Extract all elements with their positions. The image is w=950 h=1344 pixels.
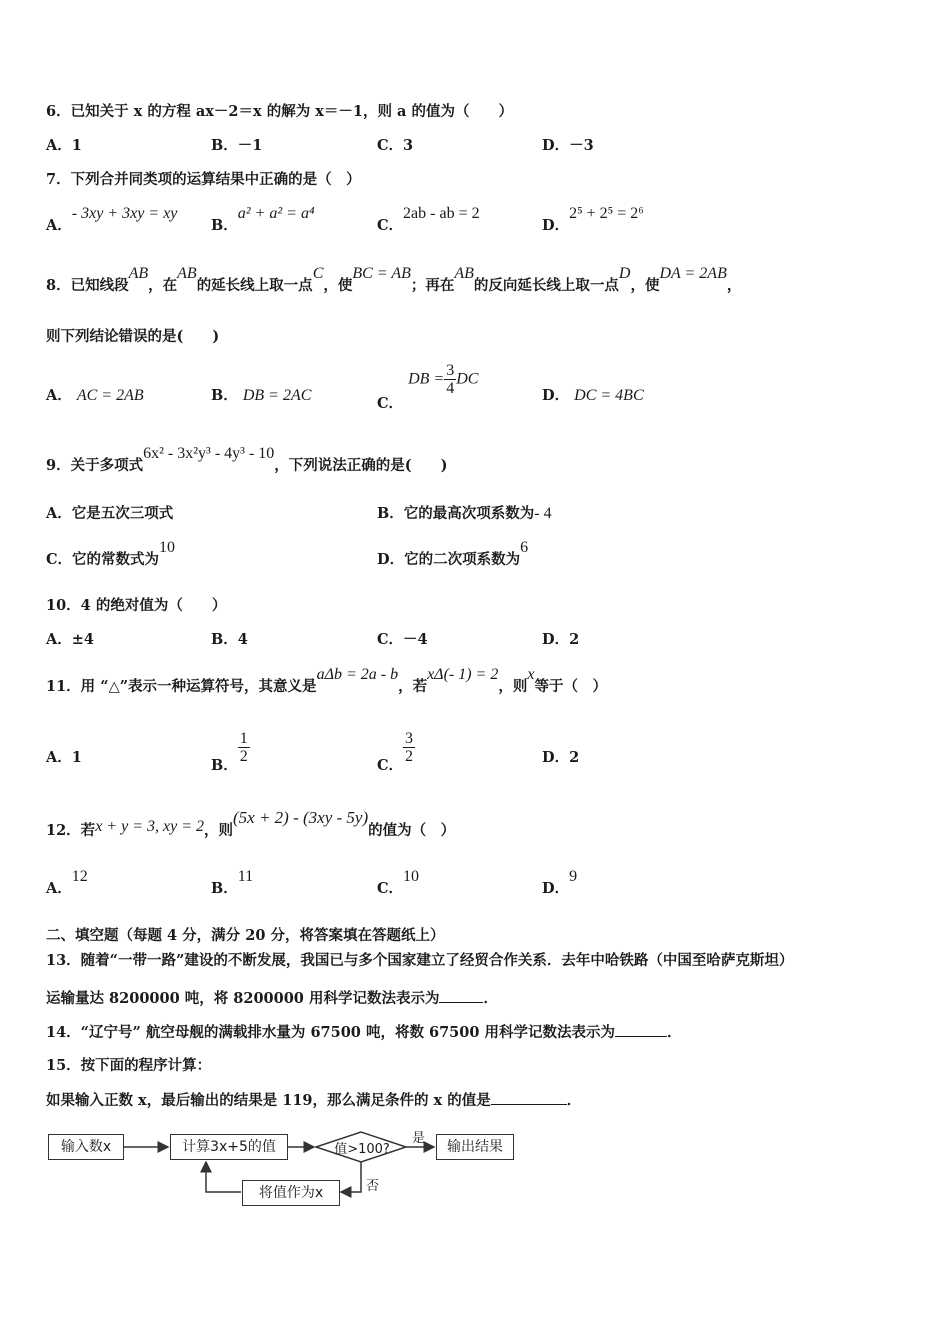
q11-stem xyxy=(46,666,607,697)
q7-b-expr: a² + a² = a⁴ xyxy=(237,205,315,222)
q8-d-label: D． xyxy=(542,387,570,404)
q11-math-2: xΔ(- 1) = 2 xyxy=(427,666,499,683)
q7-c-expr: 2ab - ab = 2 xyxy=(403,205,480,222)
q15-line xyxy=(46,1090,581,1111)
q11-math-1: aΔb = 2a - b xyxy=(316,666,399,683)
q7-a-label: A． xyxy=(46,217,72,234)
q8-c-den: 4 xyxy=(446,380,455,397)
q11-c-den: 2 xyxy=(405,748,414,765)
q11-b-num: 1 xyxy=(239,730,248,747)
q12-text-3: 的值为（ ） xyxy=(368,822,456,839)
q9-polynomial: 6x² - 3x²y³ - 4y³ - 10 xyxy=(143,445,275,462)
q11-text-3: ，则 xyxy=(498,678,528,695)
q11-option-a: A．1 xyxy=(46,749,82,766)
q7-a-expr: - 3xy + 3xy = xy xyxy=(71,205,178,222)
q8-b-label: B． xyxy=(211,387,238,404)
q14-end: ． xyxy=(667,1024,682,1041)
q12-b-label: B． xyxy=(211,880,238,897)
q15-text: 如果输入正数 x，最后输出的结果是 119，那么满足条件的 x 的值是 xyxy=(46,1092,491,1109)
q10-option-b: B．4 xyxy=(211,631,248,648)
q12-text-2: ，则 xyxy=(203,822,233,839)
flow-compute-box: 计算3x+5的值 xyxy=(170,1134,288,1160)
q6-stem: 6．已知关于 x 的方程 ax－2＝x 的解为 x＝－1，则 a 的值为（ ） xyxy=(46,103,513,120)
q14-line xyxy=(46,1022,682,1043)
q12-option-a xyxy=(46,868,88,899)
q6-option-c: C．3 xyxy=(377,137,414,154)
q8-c-left: DB = xyxy=(408,370,445,388)
q9-b-value: - 4 xyxy=(534,505,552,522)
q8-b-expr: DB = 2AC xyxy=(242,387,312,404)
q6-option-b: B．－1 xyxy=(211,137,263,154)
q8-a-label: A． xyxy=(46,387,72,404)
q11-math-3: x xyxy=(527,666,535,683)
q12-option-d xyxy=(542,868,578,899)
q13-answer-blank xyxy=(439,988,483,1003)
q6-option-d: D．－3 xyxy=(542,137,594,154)
q7-d-expr: 2⁵ + 2⁵ = 2⁶ xyxy=(569,205,644,222)
q11-c-num: 3 xyxy=(405,730,414,747)
q8-text-7: ，使 xyxy=(630,277,660,294)
q11-text-4: 等于（ ） xyxy=(534,678,607,695)
q9-option-b xyxy=(377,504,552,524)
q11-option-d: D．2 xyxy=(542,749,580,766)
q7-option-b xyxy=(211,205,315,236)
q12-c-label: C． xyxy=(377,880,404,897)
q10-option-a: A．±4 xyxy=(46,631,94,648)
flow-no-label: 否 xyxy=(366,1179,380,1194)
q11-text-2: ，若 xyxy=(398,678,428,695)
q8-stem-2: 则下列结论错误的是( ) xyxy=(46,328,220,345)
flow-input-box: 输入数x xyxy=(48,1134,124,1160)
q12-a-label: A． xyxy=(46,880,72,897)
q12-option-c xyxy=(377,868,420,899)
q13-text: 运输量达 8200000 吨，将 8200000 用科学记数法表示为 xyxy=(46,990,440,1007)
q12-c-value: 10 xyxy=(403,868,420,885)
q8-text-3: 的延长线上取一点 xyxy=(196,277,313,294)
q15-title: 15．按下面的程序计算： xyxy=(46,1057,212,1074)
q8-option-b xyxy=(211,386,311,406)
q12-b-value: 11 xyxy=(237,868,254,885)
q11-option-b xyxy=(211,730,250,774)
q8-math-4: BC = AB xyxy=(352,265,411,282)
q11-text-1: 11．用 “△”表示一种运算符号，其意义是 xyxy=(46,678,317,695)
q8-math-1: AB xyxy=(128,265,149,282)
flow-condition-text: 值>100? xyxy=(334,1142,390,1157)
q8-c-right: DC xyxy=(456,370,479,388)
q13-line-1: 13．随着“一带一路”建设的不断发展，我国已与多个国家建立了经贸合作关系．去年中哈铁路（中国至哈萨克斯坦） xyxy=(46,952,794,969)
q10-option-c: C．－4 xyxy=(377,631,428,648)
q9-stem xyxy=(46,445,448,476)
q7-b-label: B． xyxy=(211,217,238,234)
q8-text-5: ；再在 xyxy=(410,277,455,294)
q11-b-den: 2 xyxy=(239,748,248,765)
flow-yes-label: 是 xyxy=(412,1131,426,1146)
q6-option-a: A．1 xyxy=(46,137,82,154)
q8-math-2: AB xyxy=(177,265,197,282)
q8-option-a xyxy=(46,386,144,406)
q8-math-5: AB xyxy=(454,265,474,282)
q8-math-3: C xyxy=(312,265,324,282)
q8-d-expr: DC = 4BC xyxy=(574,387,644,404)
q14-answer-blank xyxy=(615,1022,667,1037)
q8-a-expr: AC = 2AB xyxy=(76,387,144,404)
q7-option-c xyxy=(377,205,480,236)
q15-answer-blank xyxy=(491,1090,567,1105)
q12-stem xyxy=(46,808,456,841)
q11-c-fraction xyxy=(403,730,415,765)
q8-c-fraction xyxy=(444,362,456,397)
q8-text-4: ，使 xyxy=(323,277,353,294)
q8-stem xyxy=(46,265,742,296)
q8-option-d xyxy=(542,386,644,406)
q11-c-label: C． xyxy=(377,756,404,774)
flow-assign-box: 将值作为x xyxy=(242,1180,340,1206)
q12-math-2: (5x + 2) - (3xy - 5y) xyxy=(232,808,369,827)
q9-d-value: 6 xyxy=(520,539,529,556)
q11-option-c xyxy=(377,730,415,774)
q13-end: ． xyxy=(483,990,498,1007)
q9-c-value: 10 xyxy=(159,539,176,556)
q14-text: 14．“辽宁号” 航空母舰的满载排水量为 67500 吨，将数 67500 用科学记数法表示为 xyxy=(46,1024,615,1041)
q10-option-d: D．2 xyxy=(542,631,580,648)
q8-c-num: 3 xyxy=(446,362,455,379)
q8-text-2: ，在 xyxy=(148,277,178,294)
q7-option-a xyxy=(46,205,178,236)
q8-text-6: 的反向延长线上取一点 xyxy=(473,277,619,294)
q8-math-6: D xyxy=(618,265,631,282)
q9-option-c xyxy=(46,539,176,570)
q11-b-label: B． xyxy=(211,756,238,774)
q7-stem: 7．下列合并同类项的运算结果中正确的是（ ） xyxy=(46,171,361,188)
q7-d-label: D． xyxy=(542,217,570,234)
q8-text-8: ， xyxy=(726,277,742,294)
q7-c-label: C． xyxy=(377,217,404,234)
arrow-condition-to-assign xyxy=(341,1162,361,1192)
q8-math-7: DA = 2AB xyxy=(659,265,727,282)
q10-stem: 10．4 的绝对值为（ ） xyxy=(46,597,227,614)
q15-end: ． xyxy=(566,1092,582,1109)
q12-a-value: 12 xyxy=(71,868,88,885)
q8-text-1: 8．已知线段 xyxy=(46,277,129,294)
q9-d-text: D．它的二次项系数为 xyxy=(377,551,521,568)
q12-d-value: 9 xyxy=(569,868,578,885)
arrow-assign-to-compute xyxy=(206,1162,241,1192)
q12-d-label: D． xyxy=(542,880,570,897)
q13-line-2 xyxy=(46,988,498,1009)
q8-c-label: C． xyxy=(377,394,404,412)
q9-text-2: ，下列说法正确的是( ) xyxy=(274,457,448,474)
q11-b-fraction xyxy=(238,730,250,765)
q12-math-1: x + y = 3, xy = 2 xyxy=(95,818,204,835)
q9-option-a: A．它是五次三项式 xyxy=(46,505,174,522)
flow-output-box: 输出结果 xyxy=(436,1134,514,1160)
q9-b-text: B．它的最高次项系数为 xyxy=(377,505,535,522)
q8-option-c xyxy=(377,362,479,412)
q12-option-b xyxy=(211,868,254,899)
q9-c-text: C．它的常数式为 xyxy=(46,551,160,568)
q12-text-1: 12．若 xyxy=(46,822,96,839)
section-2-heading: 二、填空题（每题 4 分，满分 20 分，将答案填在答题纸上） xyxy=(46,927,445,944)
q7-option-d xyxy=(542,205,644,236)
q9-option-d xyxy=(377,539,529,570)
q9-text-1: 9．关于多项式 xyxy=(46,457,144,474)
